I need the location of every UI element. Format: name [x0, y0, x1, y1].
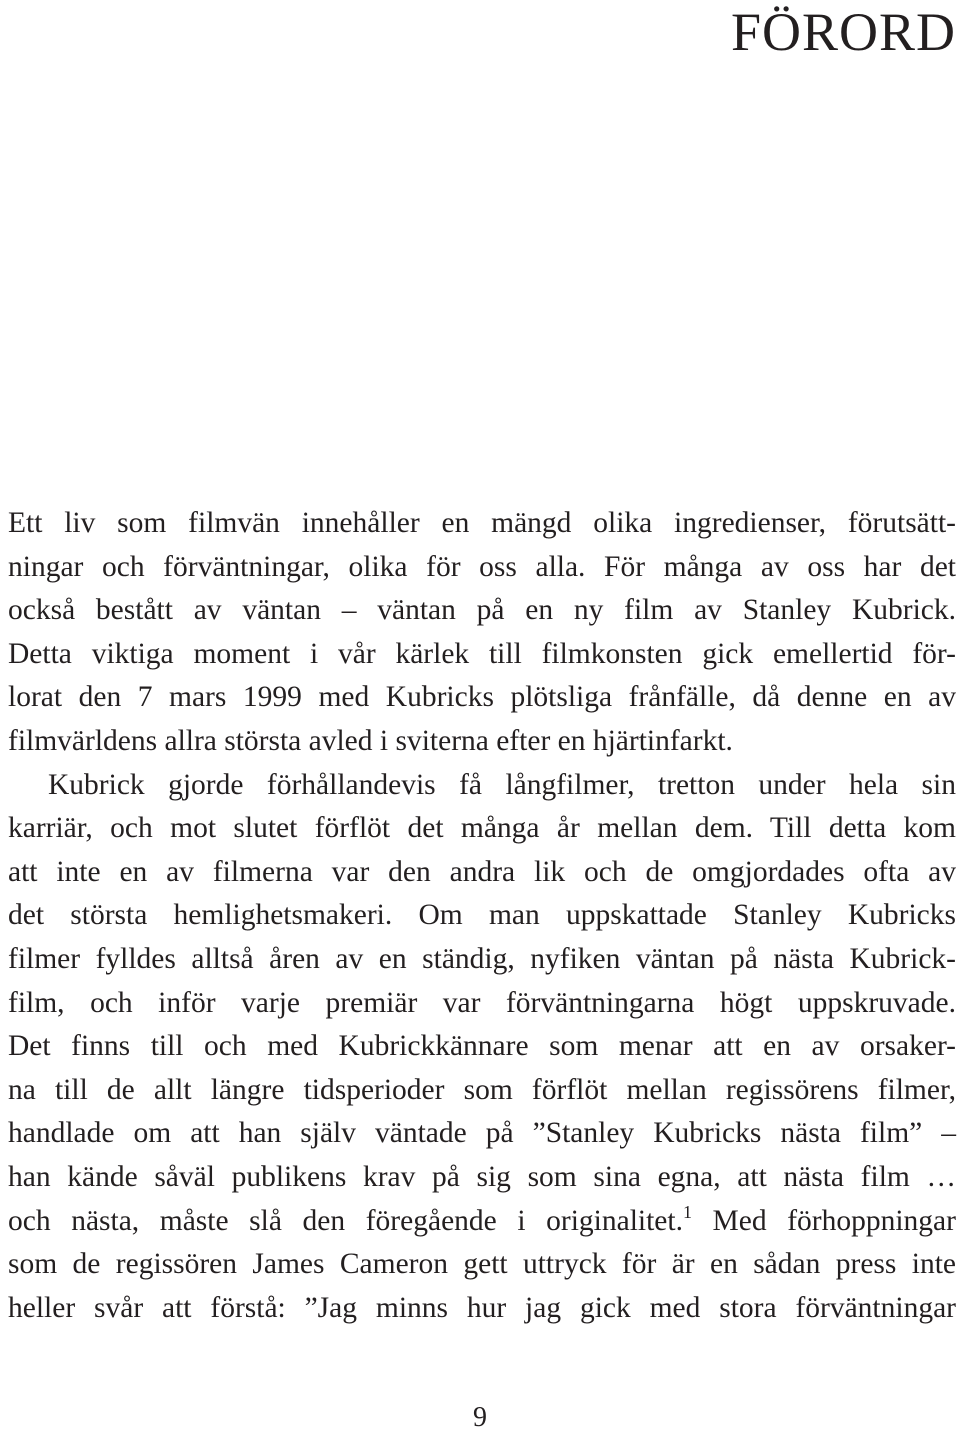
text-fragment: och nästa, måste slå den föregående i originalitet.: [8, 1204, 683, 1237]
text-line: han kände såväl publikens krav på sig som sina egna, att nästa film …: [8, 1160, 956, 1193]
text-line: att inte en av filmerna var den andra lik och de omgjordades ofta av: [8, 855, 956, 888]
text-line: filmer fylldes alltså åren av en ständig, nyfiken väntan på nästa Kubrick-: [8, 942, 956, 975]
text-line-with-footnote: [8, 1200, 956, 1244]
text-line: Kubrick gjorde förhållandevis få långfilmer, tretton under hela sin: [48, 768, 956, 801]
text-line: film, och inför varje premiär var förväntningarna högt uppskruvade.: [8, 986, 956, 1019]
chapter-title: FÖRORD: [730, 2, 956, 62]
text-line: som de regissören James Cameron gett uttryck för är en sådan press inte: [8, 1248, 956, 1281]
text-line: heller svår att förstå: ”Jag minns hur jag gick med stora förväntningar: [8, 1291, 956, 1324]
text-line: det största hemlighetsmakeri. Om man uppskattade Stanley Kubricks: [8, 899, 956, 932]
footnote-marker: 1: [682, 1201, 692, 1222]
paragraph-1: [8, 502, 956, 764]
text-line: karriär, och mot slutet förflöt det många år mellan dem. Till detta kom: [8, 812, 956, 845]
text-line: na till de allt längre tidsperioder som förflöt mellan regissörens filmer,: [8, 1073, 956, 1106]
text-line: Detta viktiga moment i vår kärlek till filmkonsten gick emellertid för-: [8, 637, 956, 670]
text-line: handlade om att han själv väntade på ”Stanley Kubricks nästa film” –: [8, 1117, 956, 1150]
body-text: [8, 502, 956, 1330]
text-line: Ett liv som filmvän innehåller en mängd olika ingredienser, förutsätt-: [8, 507, 956, 539]
text-line: ningar och förväntningar, olika för oss alla. För många av oss har det: [8, 550, 956, 583]
page-number: 9: [473, 1402, 487, 1433]
text-line: också bestått av väntan – väntan på en ny film av Stanley Kubrick.: [8, 594, 956, 627]
paragraph-2: [8, 764, 956, 1331]
text-line: filmvärldens allra största avled i sviterna efter en hjärtinfarkt.: [8, 724, 733, 757]
text-line: lorat den 7 mars 1999 med Kubricks plötsliga frånfälle, då denne en av: [8, 681, 956, 714]
text-fragment: Med förhoppningar: [691, 1204, 956, 1237]
text-line: Det finns till och med Kubrickkännare som menar att en av orsaker-: [8, 1030, 956, 1063]
